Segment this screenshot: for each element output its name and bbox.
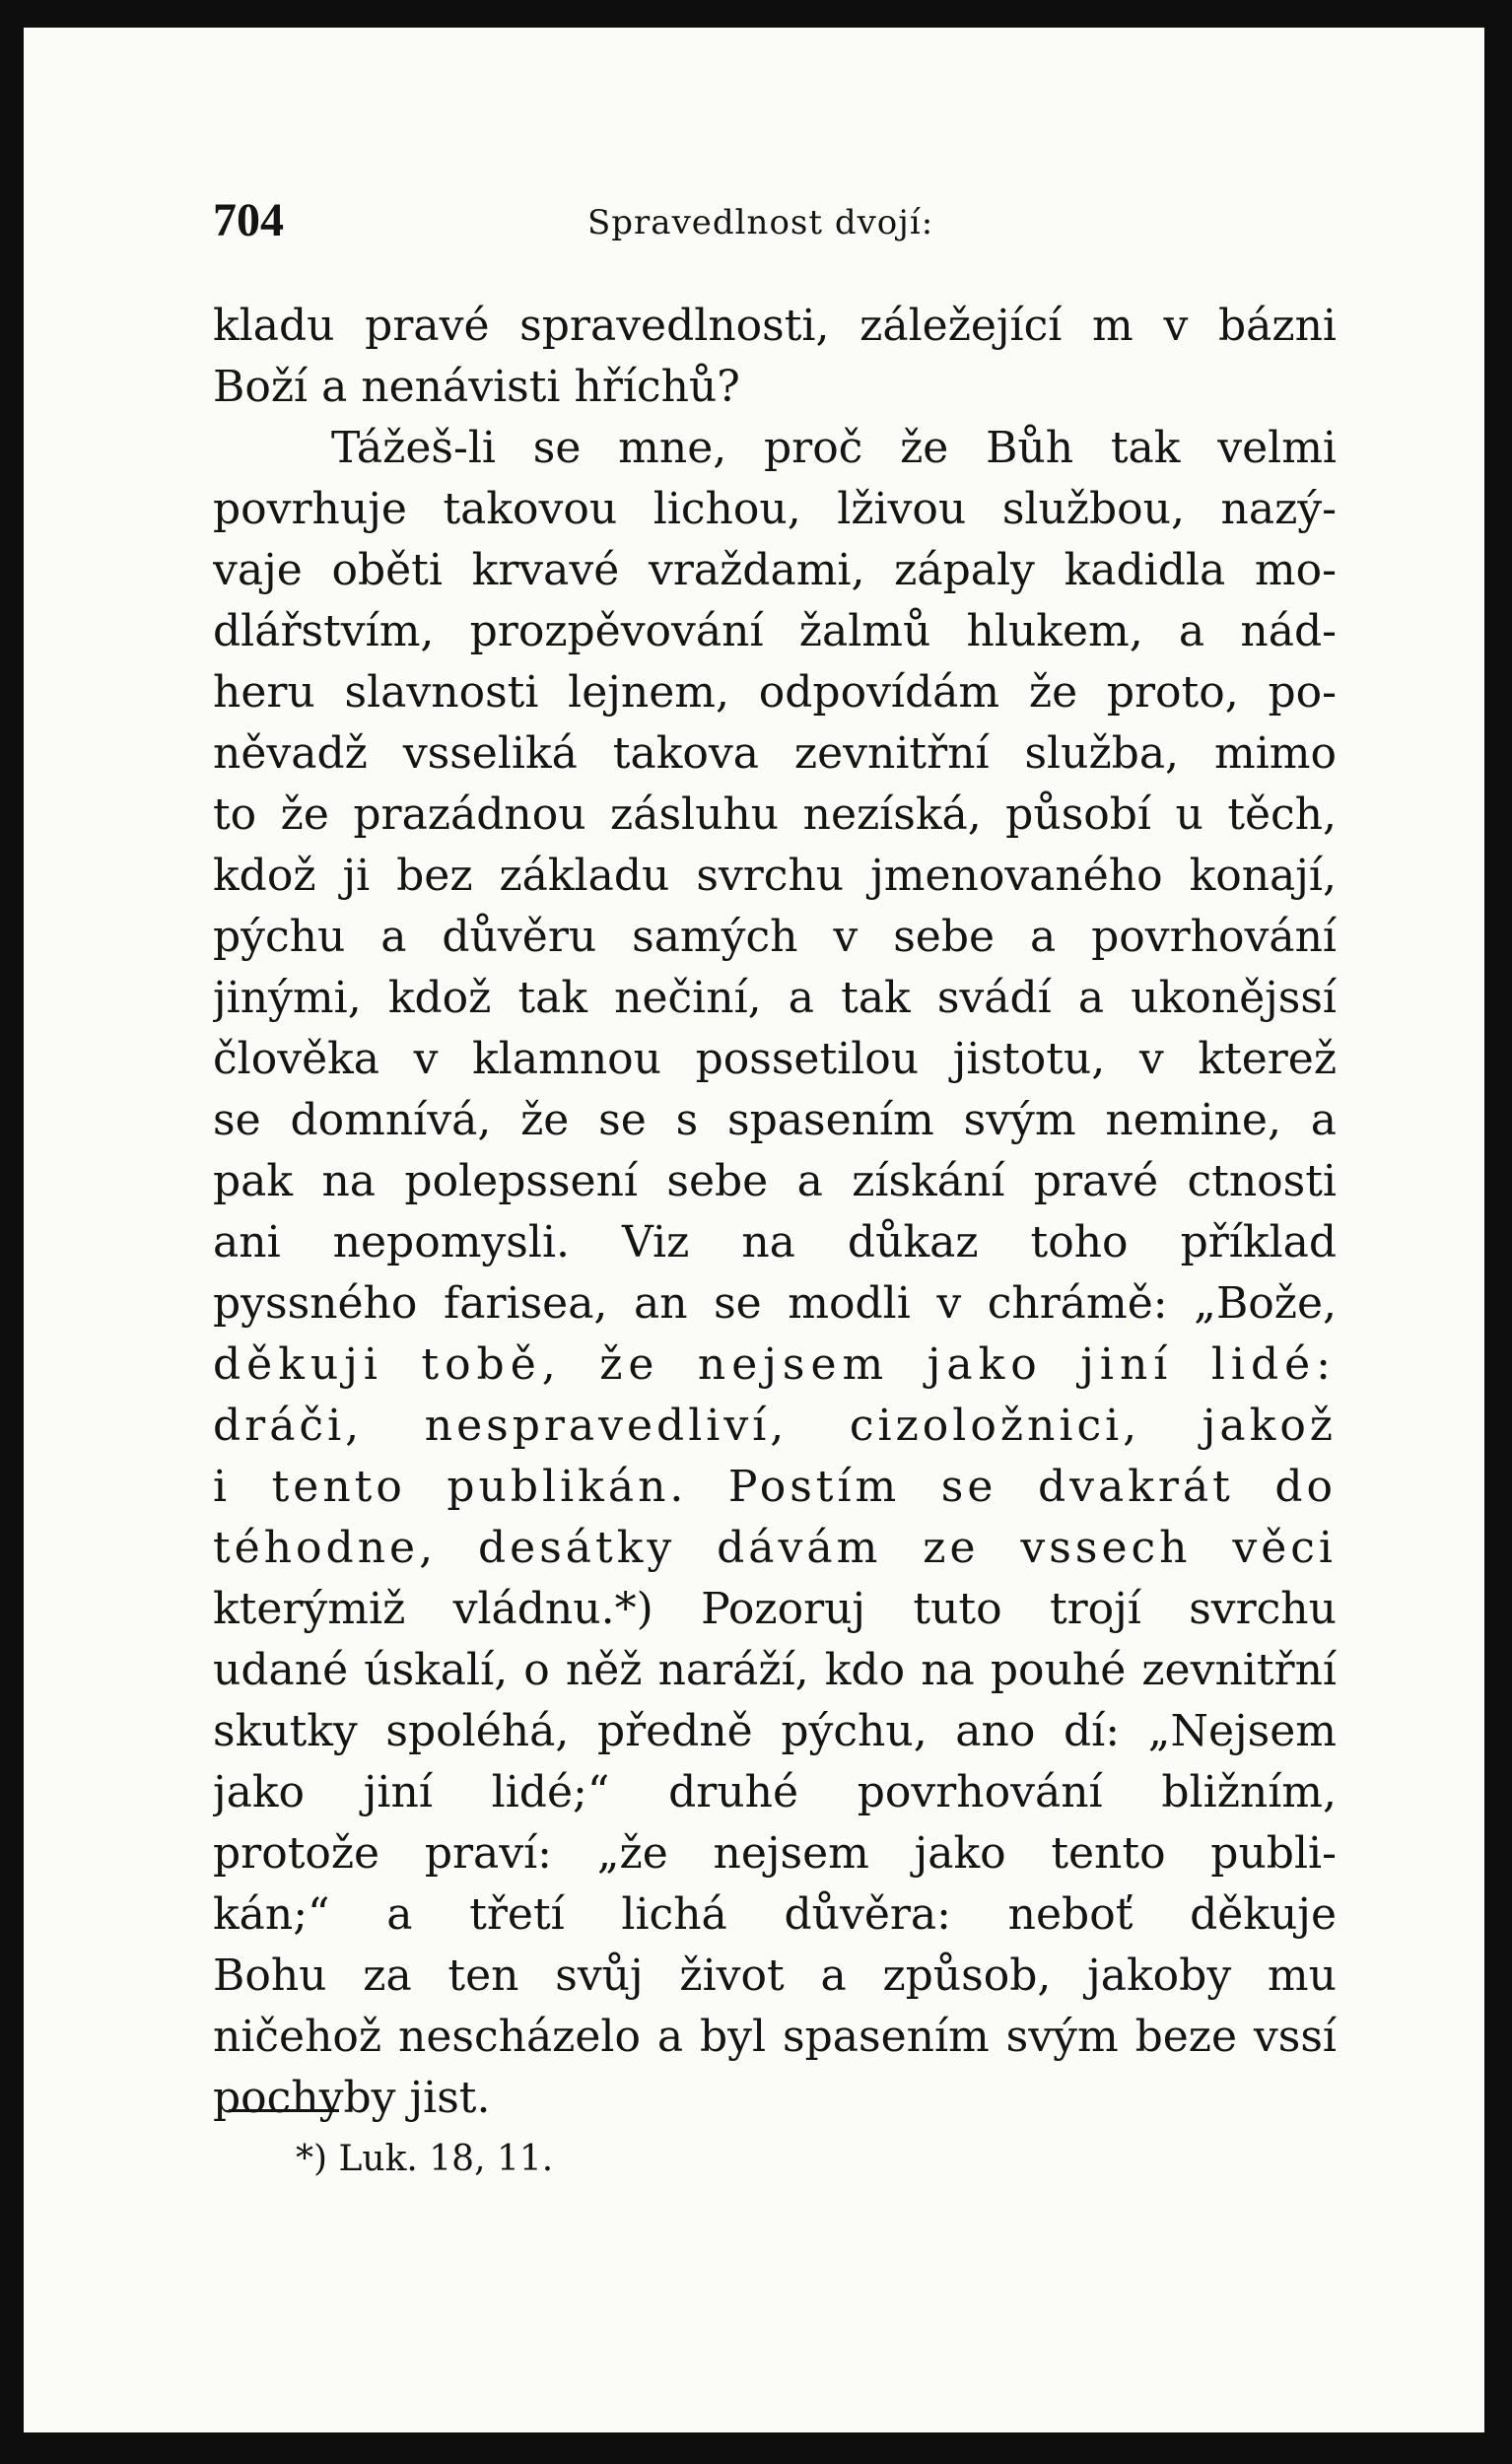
text-line: ani nepomysli. Viz na důkaz toho příklad xyxy=(213,1217,1337,1267)
text-line: heru slavnosti lejnem, odpovídám že proto, po- xyxy=(213,667,1337,718)
text-line: udané úskalí, o něž naráží, kdo na pouhé zevnitřní xyxy=(213,1645,1337,1695)
text-line: kterýmiž vládnu.*) Pozoruj tuto trojí svrchu xyxy=(213,1584,1337,1634)
text-line: pochyby jist. xyxy=(213,2073,491,2123)
text-line: pýchu a důvěru samých v sebe a povrhování xyxy=(213,912,1337,962)
text-line: kán;“ a třetí lichá důvěra: neboť děkuje xyxy=(213,1889,1337,1940)
text-line: člověka v klamnou possetilou jistotu, v kterež xyxy=(213,1034,1337,1084)
text-line: kdož ji bez základu svrchu jmenovaného konají, xyxy=(213,851,1337,901)
text-line: to že prazádnou zásluhu nezíská, působí u těch, xyxy=(213,789,1337,840)
text-line: téhodne, desátky dávám ze vssech věci xyxy=(213,1523,1337,1573)
text-line: dlářstvím, prozpěvování žalmů hlukem, a nád- xyxy=(213,606,1337,656)
text-line: vaje oběti krvavé vraždami, zápaly kadidla mo- xyxy=(213,545,1337,595)
text-line: jinými, kdož tak nečiní, a tak svádí a ukonějssí xyxy=(213,973,1337,1023)
text-line: Tážeš-li se mne, proč že Bůh tak velmi xyxy=(331,423,1337,473)
text-line: ničehož nescházelo a byl spasením svým beze vssí xyxy=(213,2012,1337,2062)
text-line: Boží a nenávisti hříchů? xyxy=(213,362,740,412)
text-line: pak na polepssení sebe a získání pravé ctnosti xyxy=(213,1156,1337,1206)
text-line: i tento publikán. Postím se dvakrát do xyxy=(213,1462,1337,1512)
text-line: Bohu za ten svůj život a způsob, jakoby mu xyxy=(213,1951,1337,2001)
text-line: děkuji tobě, že nejsem jako jiní lidé: xyxy=(213,1339,1337,1390)
text-line: kladu pravé spravedlnosti, záležející m v bázni xyxy=(213,301,1337,351)
text-line: jako jiní lidé;“ druhé povrhování bližním, xyxy=(213,1767,1337,1817)
text-line: protože praví: „že nejsem jako tento publi- xyxy=(213,1828,1337,1879)
footnote: *) Luk. 18, 11. xyxy=(296,2139,554,2179)
footnote-rule xyxy=(229,2109,339,2112)
text-line: něvadž vsseliká takova zevnitřní služba, mimo xyxy=(213,728,1337,779)
text-line: pyssného farisea, an se modli v chrámě: „Bože, xyxy=(213,1278,1337,1329)
text-line: se domnívá, že se s spasením svým nemine, a xyxy=(213,1095,1337,1145)
text-line: povrhuje takovou lichou, lživou službou, nazý- xyxy=(213,484,1337,534)
text-line: skutky spoléhá, předně pýchu, ano dí: „Nejsem xyxy=(213,1706,1337,1756)
page-header xyxy=(213,193,1337,252)
page-number: 704 xyxy=(213,194,284,246)
text-line: dráči, nespravedliví, cizoložnici, jakož xyxy=(213,1401,1337,1451)
body-text xyxy=(213,296,1337,2129)
running-head: Spravedlnost dvojí: xyxy=(587,203,934,242)
